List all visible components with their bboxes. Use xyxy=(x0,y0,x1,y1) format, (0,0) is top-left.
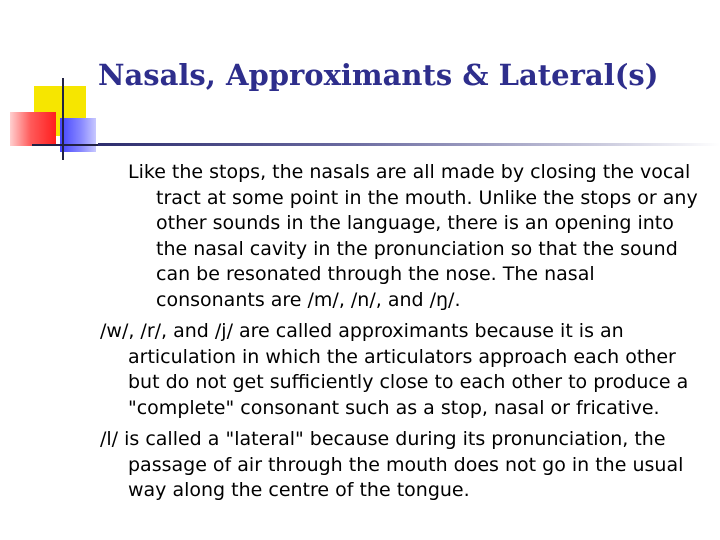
slide-body xyxy=(100,160,706,510)
slide-title: Nasals, Approximants & Lateral(s) xyxy=(98,58,659,92)
blue-gradient-block xyxy=(60,118,96,152)
paragraph-approximants: /w/, /r/, and /j/ are called approximants because it is an articulation in which the articulators approach each other but do not get sufficiently close to each other to produce a "complete" consonant such as a stop, nasal or fricative. xyxy=(100,320,689,419)
title-underline xyxy=(98,143,720,146)
vertical-rule xyxy=(62,78,64,160)
paragraph-lateral: /l/ is called a "lateral" because during its pronunciation, the passage of air through the mouth does not go in the usual way along the centre of the tongue. xyxy=(100,428,684,501)
slide-logo-decoration xyxy=(0,0,110,170)
red-gradient-block xyxy=(10,112,56,146)
paragraph-nasals: Like the stops, the nasals are all made by closing the vocal tract at some point in the mouth. Unlike the stops or any other sounds in the language, there is an opening into the nasal cavity in the pronunciation so that the sound can be resonated through the nose. The nasal consonants are /m/, /n/, and /ŋ/. xyxy=(128,161,698,311)
